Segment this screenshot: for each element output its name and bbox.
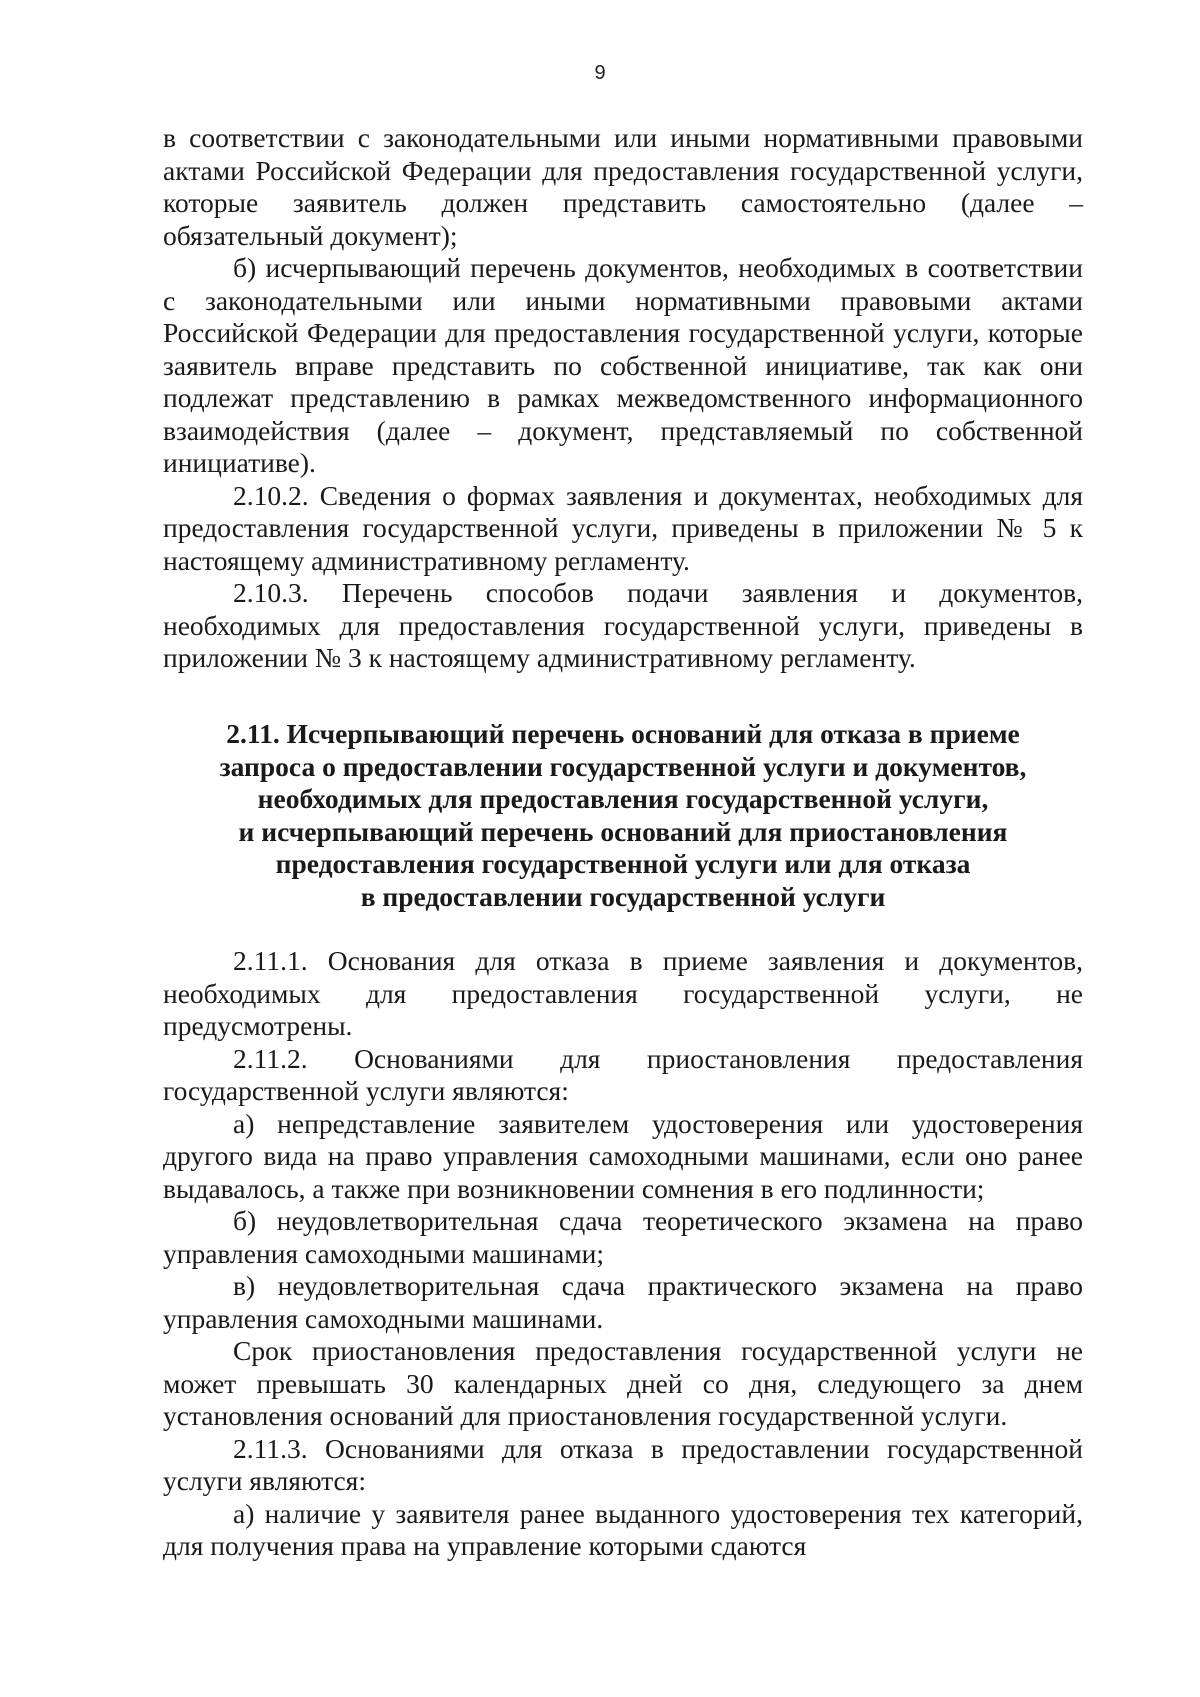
paragraph-item-a: а) непредставление заявителем удостоверения или удостоверения другого вида на право управления самоходными машинами, если оно ранее выдавалось, а также при возникновении сомнения в его подлинности; xyxy=(163,1107,1083,1204)
paragraph-suspension-term: Срок приостановления предоставления государственной услуги не может превышать 30 календарных дней со дня, следующего за днем установления оснований для приостановления государственной услуги. xyxy=(163,1335,1083,1431)
page-number: 9 xyxy=(594,62,606,84)
paragraph-item-b: б) исчерпывающий перечень документов, необходимых в соответствии с законодательными или иными нормативными правовыми актами Российской Федерации для предоставления государственной услуги, которые заявитель вправе представить по собственной инициативе, так как они подлежат представлению в рамках межведомственного информационного взаимодействия (далее – документ, представляемый по собственной инициативе). xyxy=(163,252,1083,478)
heading-line: и исчерпывающий перечень оснований для приостановления xyxy=(238,815,1008,847)
paragraph-2-11-1: 2.11.1. Основания для отказа в приеме заявления и документов, необходимых для предоставления государственной услуги, не предусмотрены. xyxy=(163,945,1083,1041)
paragraph-2-10-3: 2.10.3. Перечень способов подачи заявления и документов, необходимых для предоставления государственной услуги, приведены в приложении № 3 к настоящему административному регламенту. xyxy=(163,577,1083,673)
paragraph-continuation: в соответствии с законодательными или иными нормативными правовыми актами Российской Федерации для предоставления государственной услуги, которые заявитель должен представить самостоятельно (далее – обязательный документ); xyxy=(163,122,1083,251)
paragraph-item-a-refusal: а) наличие у заявителя ранее выданного удостоверения тех категорий, для получения права на управление которыми сдаются xyxy=(163,1497,1083,1561)
body-text-lower xyxy=(163,945,1083,1563)
paragraph-item-v-practice: в) неудовлетворительная сдача практического экзамена на право управления самоходными машинами. xyxy=(163,1270,1083,1334)
heading-line: в предоставлении государственной услуги xyxy=(360,880,886,912)
heading-line: необходимых для предоставления государственной услуги, xyxy=(257,783,989,815)
section-heading-2-11 xyxy=(163,718,1083,914)
heading-line: 2.11. Исчерпывающий перечень оснований для отказа в приеме xyxy=(226,718,1020,749)
paragraph-item-b-theory: б) неудовлетворительная сдача теоретического экзамена на право управления самоходными машинами; xyxy=(163,1205,1083,1269)
paragraph-2-10-2: 2.10.2. Сведения о формах заявления и документах, необходимых для предоставления государственной услуги, приведены в приложении № 5 к настоящему административному регламенту. xyxy=(163,479,1083,576)
paragraph-2-11-3: 2.11.3. Основаниями для отказа в предоставлении государственной услуги являются: xyxy=(163,1432,1083,1496)
paragraph-2-11-2: 2.11.2. Основаниями для приостановления предоставления государственной услуги являются: xyxy=(163,1042,1083,1106)
body-text-upper xyxy=(163,122,1083,675)
heading-line: предоставления государственной услуги или для отказа xyxy=(275,848,971,880)
heading-line: запроса о предоставлении государственной услуги и документов, xyxy=(219,750,1027,782)
